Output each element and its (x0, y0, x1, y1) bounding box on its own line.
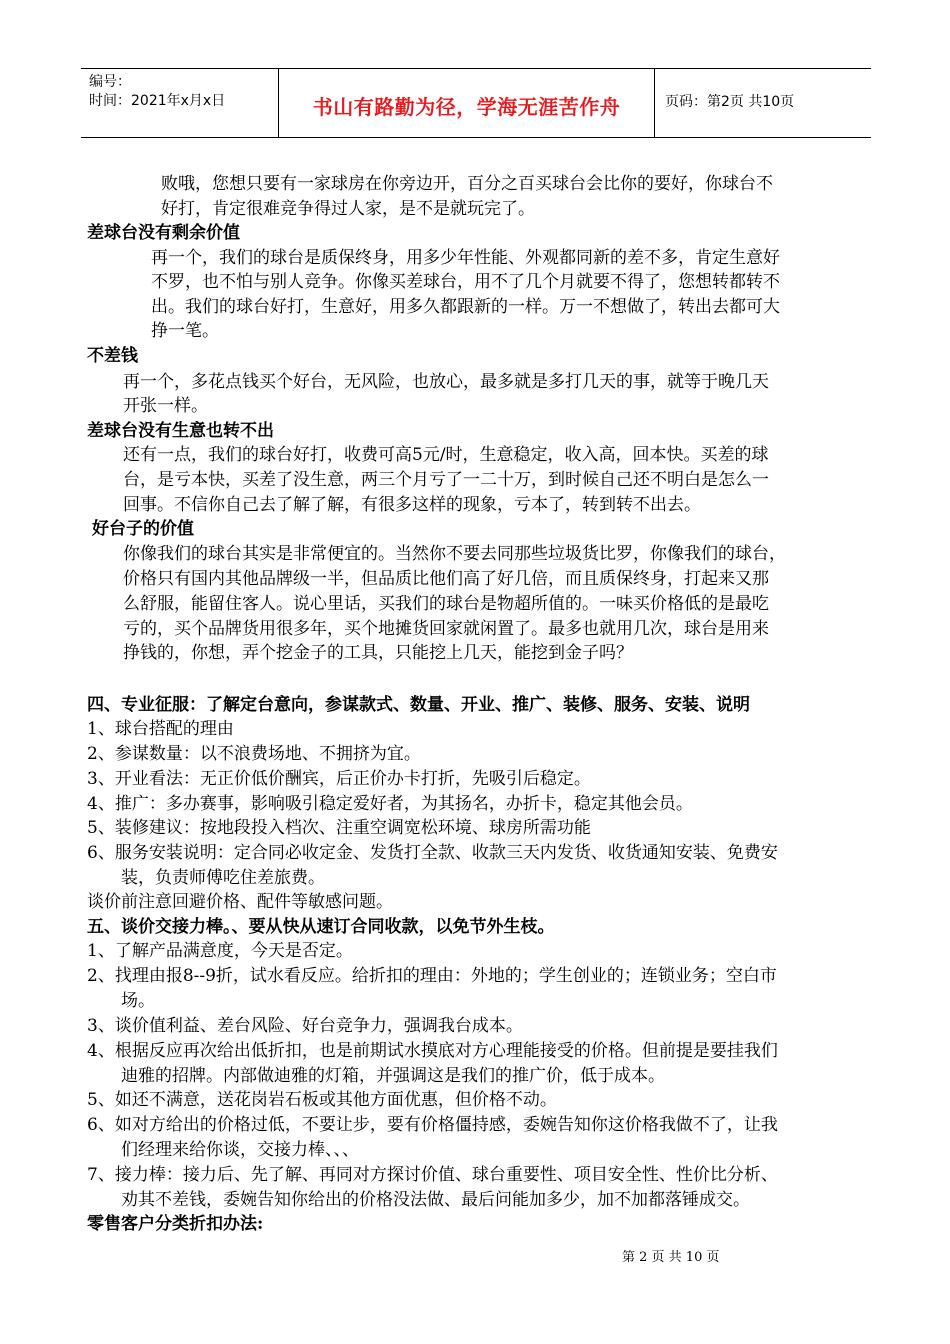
page-header (81, 68, 871, 138)
list-item: 3、谈价值利益、差台风险、好台竞争力，强调我台成本。 (87, 1016, 523, 1036)
header-motto-cell (279, 69, 655, 137)
list-item: 4、推广：多办赛事，影响吸引稳定爱好者，为其扬名，办折卡，稳定其他会员。 (87, 794, 693, 814)
paragraph-line: 不罗，也不怕与别人竞争。你像买差球台，用不了几个月就要不得了，您想转都转不 (151, 272, 780, 292)
list-item-continuation: 们经理来给你谈，交接力棒、、、 (121, 1140, 359, 1160)
paragraph-line: 台，是亏本快，买差了没生意，两三个月亏了一二十万，到时候自己还不明白是怎么一 (123, 470, 769, 490)
list-item: 7、接力棒：接力后、先了解、再同对方探讨价值、球台重要性、项目安全性、性价比分析、 (87, 1165, 778, 1185)
header-meta-cell (81, 69, 279, 137)
header-motto: 书山有路勤为径，学海无涯苦作舟 (312, 95, 621, 119)
document-number-label: 编号： (89, 74, 131, 90)
section-heading: 不差钱 (87, 346, 138, 366)
paragraph-line: 么舒服，能留住客人。说心里话，买我们的球台是物超所值的。一味买价格低的是最吃 (123, 594, 769, 614)
section-heading: 零售客户分类折扣办法: (87, 1214, 264, 1234)
list-item-continuation: 迪雅的招牌。内部做迪雅的灯箱，并强调这是我们的推广价，低于成本。 (121, 1066, 665, 1086)
list-item: 2、参谋数量：以不浪费场地、不拥挤为宜。 (87, 744, 421, 764)
list-item-continuation: 劝其不差钱，委婉告知你给出的价格没法做、最后问能加多少，加不加都落锤成交。 (121, 1190, 750, 1210)
note-line: 谈价前注意回避价格、配件等敏感问题。 (87, 892, 393, 912)
paragraph-line: 还有一点，我们的球台好打，收费可高5元/时，生意稳定，收入高，回本快。买差的球 (123, 445, 769, 465)
section-heading: 好台子的价值 (92, 519, 194, 539)
list-item: 4、根据反应再次给出低折扣，也是前期试水摸底对方心理能接受的价格。但前提是要挂我们 (87, 1041, 778, 1061)
list-item: 6、服务安装说明：定合同必收定金、发货打全款、收款三天内发货、收货通知安装、免费安 (87, 843, 778, 863)
list-item: 1、了解产品满意度，今天是否定。 (87, 941, 353, 961)
paragraph-line: 开张一样。 (123, 396, 208, 416)
paragraph-line: 再一个，我们的球台是质保终身，用多少年性能、外观都同新的差不多，肯定生意好 (151, 248, 780, 268)
paragraph-line: 挣一笔。 (151, 321, 219, 341)
list-item: 1、球台搭配的理由 (87, 719, 234, 739)
document-time-label: 时间：2021年x月x日 (89, 93, 226, 109)
list-item: 2、找理由报8--9折，试水看反应。给折扣的理由：外地的；学生创业的；连锁业务；空白市 (87, 966, 777, 986)
list-item: 6、如对方给出的价格过低，不要让步，要有价格僵持感，委婉告知你这价格我做不了，让我 (87, 1115, 778, 1135)
paragraph-line: 出。我们的球台好打，生意好，用多久都跟新的一样。万一不想做了，转出去都可大 (151, 297, 780, 317)
section-heading: 差球台没有剩余价值 (87, 223, 240, 243)
paragraph-line: 你像我们的球台其实是非常便宜的。当然你不要去同那些垃圾货比罗，你像我们的球台， (123, 544, 786, 564)
paragraph-line: 价格只有国内其他品牌级一半，但品质比他们高了好几倍，而且质保终身，打起来又那 (123, 569, 769, 589)
section-heading: 差球台没有生意也转不出 (87, 421, 274, 441)
list-item-continuation: 装，负责师傅吃住差旅费。 (121, 868, 325, 888)
paragraph-line: 再一个，多花点钱买个好台，无风险，也放心，最多就是多打几天的事，就等于晚几天 (123, 372, 769, 392)
paragraph-line: 亏的，买个品牌货用很多年，买个地摊货回家就闲置了。最多也就用几次，球台是用来 (123, 619, 769, 639)
paragraph-line: 挣钱的，你想，弄个挖金子的工具，只能挖上几天，能挖到金子吗？ (123, 643, 633, 663)
list-item: 5、装修建议：按地段投入档次、注重空调宽松环境、球房所需功能 (87, 818, 591, 838)
header-page-info: 页码：第2页 共10页 (665, 94, 795, 110)
header-page-cell (655, 69, 871, 137)
section-heading: 四、专业征服：了解定台意向，参谋款式、数量、开业、推广、装修、服务、安装、说明 (87, 695, 750, 715)
page-footer: 第 2 页 共 10 页 (622, 1250, 720, 1265)
paragraph-line: 回事。不信你自己去了解了解，有很多这样的现象，亏本了，转到转不出去。 (123, 495, 701, 515)
section-heading: 五、谈价交接力棒。、要从快从速订合同收款，以免节外生枝。 (87, 917, 555, 937)
list-item: 5、如还不满意，送花岗岩石板或其他方面优惠，但价格不动。 (87, 1090, 557, 1110)
paragraph-line: 败哦，您想只要有一家球房在你旁边开，百分之百买球台会比你的要好，你球台不 (161, 174, 773, 194)
paragraph-line: 好打，肯定很难竞争得过人家，是不是就玩完了。 (161, 199, 535, 219)
list-item-continuation: 场。 (121, 991, 155, 1011)
list-item: 3、开业看法：无正价低价酬宾，后正价办卡打折，先吸引后稳定。 (87, 769, 591, 789)
